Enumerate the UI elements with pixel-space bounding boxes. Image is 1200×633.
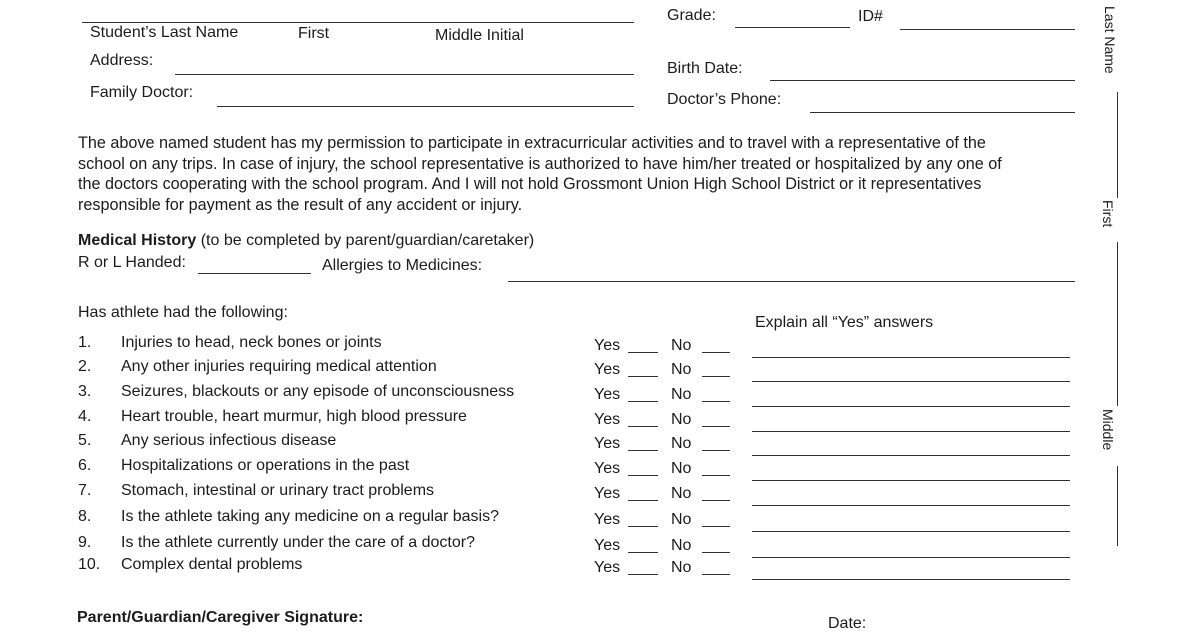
margin-line — [1117, 92, 1118, 198]
explain-line[interactable] — [752, 406, 1070, 407]
no-label: No — [671, 411, 692, 428]
question-number: 7. — [78, 482, 92, 499]
explain-label: Explain all “Yes” answers — [755, 314, 934, 331]
last-name-label: Student’s Last Name — [90, 24, 239, 41]
question-number: 2. — [78, 358, 92, 375]
margin-line — [1117, 466, 1118, 546]
yes-label: Yes — [594, 337, 621, 354]
no-answer-line[interactable] — [702, 376, 730, 377]
explain-line[interactable] — [752, 579, 1070, 580]
yes-label: Yes — [594, 537, 621, 554]
question-number: 4. — [78, 408, 92, 425]
explain-line[interactable] — [752, 431, 1070, 432]
question-text: Is the athlete currently under the care of a doctor? — [121, 534, 475, 551]
question-number: 1. — [78, 334, 92, 351]
question-text: Stomach, intestinal or urinary tract problems — [121, 482, 435, 499]
id-label: ID# — [858, 8, 883, 25]
medical-history-title — [78, 231, 534, 250]
no-label: No — [671, 460, 692, 477]
margin-first-label: First — [1100, 200, 1116, 228]
no-answer-line[interactable] — [702, 426, 730, 427]
yes-answer-line[interactable] — [628, 475, 658, 476]
yes-answer-line[interactable] — [628, 426, 658, 427]
medical-history-heading: Medical History — [78, 232, 197, 249]
explain-line[interactable] — [752, 505, 1070, 506]
question-number: 5. — [78, 432, 92, 449]
no-label: No — [671, 337, 692, 354]
doctors-phone-line[interactable] — [810, 112, 1075, 113]
margin-middle-label: Middle — [1100, 409, 1116, 451]
question-text: Is the athlete taking any medicine on a regular basis? — [121, 508, 500, 525]
question-text: Seizures, blackouts or any episode of unconsciousness — [121, 383, 515, 400]
question-text: Complex dental problems — [121, 556, 303, 573]
explain-line[interactable] — [752, 357, 1070, 358]
question-text: Heart trouble, heart murmur, high blood pressure — [121, 408, 467, 425]
no-label: No — [671, 537, 692, 554]
yes-label: Yes — [594, 511, 621, 528]
explain-line[interactable] — [752, 381, 1070, 382]
id-line[interactable] — [900, 29, 1075, 30]
explain-line[interactable] — [752, 531, 1070, 532]
permission-line: the doctors cooperating with the school program. And I will not hold Grossmont Union High School District or it representatives — [78, 175, 982, 193]
yes-answer-line[interactable] — [628, 552, 658, 553]
yes-label: Yes — [594, 559, 621, 576]
allergies-line[interactable] — [508, 281, 1075, 282]
margin-last-name-label: Last Name — [1102, 6, 1118, 74]
no-label: No — [671, 559, 692, 576]
question-number: 8. — [78, 508, 92, 525]
permission-line: The above named student has my permission to participate in extracurricular activities and to travel with a representative of the — [78, 134, 986, 152]
no-label: No — [671, 361, 692, 378]
birth-date-line[interactable] — [770, 80, 1075, 81]
question-text: Injuries to head, neck bones or joints — [121, 334, 382, 351]
no-answer-line[interactable] — [702, 500, 730, 501]
no-answer-line[interactable] — [702, 552, 730, 553]
yes-label: Yes — [594, 485, 621, 502]
no-label: No — [671, 485, 692, 502]
family-doctor-line[interactable] — [217, 106, 634, 107]
explain-line[interactable] — [752, 455, 1070, 456]
explain-line[interactable] — [752, 557, 1070, 558]
question-number: 3. — [78, 383, 92, 400]
explain-line[interactable] — [752, 480, 1070, 481]
permission-line: school on any trips. In case of injury, the school representative is authorized to have him/her treated or hospitalized by any one of — [78, 154, 1002, 173]
no-answer-line[interactable] — [702, 450, 730, 451]
yes-answer-line[interactable] — [628, 352, 658, 353]
yes-answer-line[interactable] — [628, 376, 658, 377]
question-text: Any serious infectious disease — [121, 432, 337, 449]
no-answer-line[interactable] — [702, 352, 730, 353]
doctors-phone-label: Doctor’s Phone: — [667, 91, 782, 108]
signature-label: Parent/Guardian/Caregiver Signature: — [77, 609, 364, 626]
question-text: Any other injuries requiring medical attention — [121, 358, 437, 375]
question-text: Hospitalizations or operations in the past — [121, 457, 410, 474]
grade-label: Grade: — [667, 7, 716, 24]
question-number: 9. — [78, 534, 92, 551]
no-label: No — [671, 435, 692, 452]
date-label: Date: — [828, 615, 867, 632]
questions-intro: Has athlete had the following: — [78, 304, 288, 321]
permission-paragraph — [78, 133, 1088, 215]
question-number: 6. — [78, 457, 92, 474]
margin-line — [1117, 242, 1118, 406]
yes-answer-line[interactable] — [628, 401, 658, 402]
allergies-label: Allergies to Medicines: — [322, 257, 483, 274]
birth-date-label: Birth Date: — [667, 60, 743, 77]
yes-answer-line[interactable] — [628, 574, 658, 575]
address-line[interactable] — [175, 74, 634, 75]
no-answer-line[interactable] — [702, 574, 730, 575]
yes-answer-line[interactable] — [628, 500, 658, 501]
yes-answer-line[interactable] — [628, 526, 658, 527]
permission-line: responsible for payment as the result of any accident or injury. — [78, 195, 523, 214]
no-answer-line[interactable] — [702, 401, 730, 402]
yes-label: Yes — [594, 361, 621, 378]
family-doctor-label: Family Doctor: — [90, 84, 194, 101]
medical-history-subheading: (to be completed by parent/guardian/caretaker) — [196, 232, 535, 249]
no-label: No — [671, 511, 692, 528]
yes-label: Yes — [594, 411, 621, 428]
question-number: 10. — [78, 556, 101, 573]
yes-answer-line[interactable] — [628, 450, 658, 451]
yes-label: Yes — [594, 460, 621, 477]
handed-line[interactable] — [198, 273, 311, 274]
middle-initial-label: Middle Initial — [435, 27, 524, 44]
yes-label: Yes — [594, 386, 621, 403]
grade-line[interactable] — [735, 27, 850, 28]
no-answer-line[interactable] — [702, 475, 730, 476]
address-label: Address: — [90, 52, 154, 69]
yes-label: Yes — [594, 435, 621, 452]
no-answer-line[interactable] — [702, 526, 730, 527]
no-label: No — [671, 386, 692, 403]
handed-label: R or L Handed: — [78, 254, 186, 271]
first-label: First — [298, 25, 330, 42]
